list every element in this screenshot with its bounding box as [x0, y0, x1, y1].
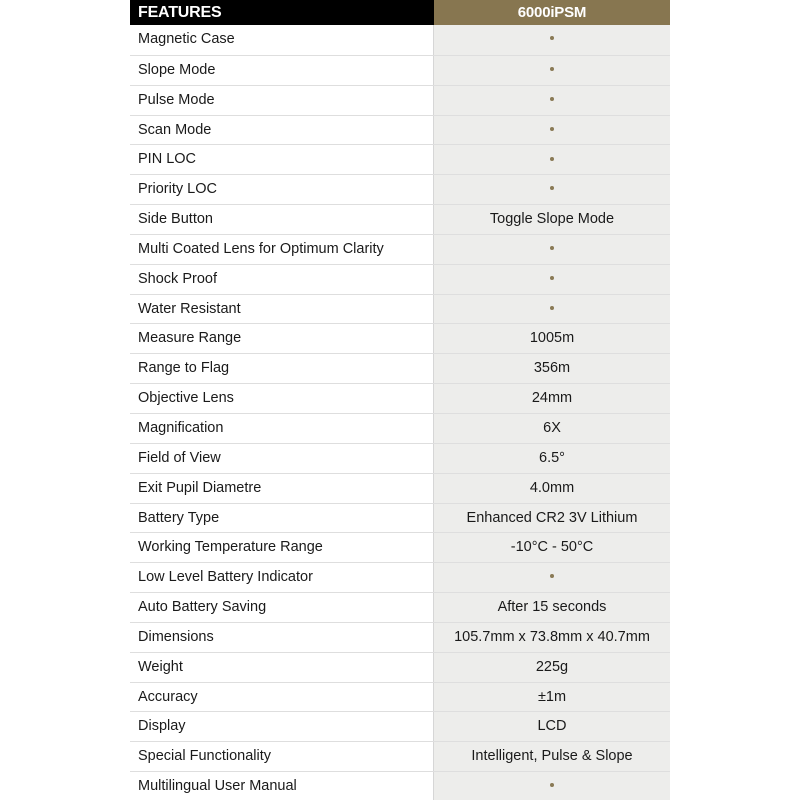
feature-value-included: [434, 116, 670, 145]
feature-value-included: [434, 563, 670, 592]
table-row: [130, 25, 670, 55]
feature-value: After 15 seconds: [434, 593, 670, 622]
feature-name: Objective Lens: [130, 384, 434, 413]
table-row: [130, 473, 670, 503]
table-row: [130, 443, 670, 473]
feature-value-included: [434, 265, 670, 294]
feature-name: Auto Battery Saving: [130, 593, 434, 622]
table-row: [130, 85, 670, 115]
table-row: [130, 592, 670, 622]
bullet-dot-icon: [550, 276, 554, 280]
bullet-dot-icon: [550, 783, 554, 787]
feature-name: Side Button: [130, 205, 434, 234]
feature-name: Magnification: [130, 414, 434, 443]
table-row: [130, 413, 670, 443]
feature-value: Enhanced CR2 3V Lithium: [434, 504, 670, 533]
bullet-dot-icon: [550, 97, 554, 101]
feature-value-included: [434, 56, 670, 85]
table-row: [130, 115, 670, 145]
feature-value: 356m: [434, 354, 670, 383]
table-row: [130, 353, 670, 383]
table-row: [130, 562, 670, 592]
feature-value: 6X: [434, 414, 670, 443]
table-row: [130, 174, 670, 204]
feature-name: Slope Mode: [130, 56, 434, 85]
feature-name: PIN LOC: [130, 145, 434, 174]
feature-value-included: [434, 145, 670, 174]
feature-value-included: [434, 295, 670, 324]
feature-value: 4.0mm: [434, 474, 670, 503]
feature-value: 6.5°: [434, 444, 670, 473]
feature-name: Low Level Battery Indicator: [130, 563, 434, 592]
feature-name: Weight: [130, 653, 434, 682]
table-row: [130, 711, 670, 741]
feature-name: Multilingual User Manual: [130, 772, 434, 800]
table-row: [130, 234, 670, 264]
feature-value: 1005m: [434, 324, 670, 353]
table-body: [130, 25, 670, 800]
feature-value: -10°C - 50°C: [434, 533, 670, 562]
table-row: [130, 741, 670, 771]
table-row: [130, 771, 670, 800]
feature-name: Multi Coated Lens for Optimum Clarity: [130, 235, 434, 264]
table-row: [130, 294, 670, 324]
feature-value: ±1m: [434, 683, 670, 712]
feature-value: Intelligent, Pulse & Slope: [434, 742, 670, 771]
feature-name: Dimensions: [130, 623, 434, 652]
feature-value: LCD: [434, 712, 670, 741]
feature-value-included: [434, 86, 670, 115]
table-row: [130, 144, 670, 174]
bullet-dot-icon: [550, 246, 554, 250]
feature-name: Range to Flag: [130, 354, 434, 383]
feature-value-included: [434, 235, 670, 264]
bullet-dot-icon: [550, 306, 554, 310]
feature-name: Magnetic Case: [130, 25, 434, 55]
bullet-dot-icon: [550, 186, 554, 190]
feature-name: Field of View: [130, 444, 434, 473]
feature-name: Accuracy: [130, 683, 434, 712]
feature-name: Exit Pupil Diametre: [130, 474, 434, 503]
table-row: [130, 682, 670, 712]
header-features: FEATURES: [130, 0, 434, 25]
feature-name: Pulse Mode: [130, 86, 434, 115]
feature-value-included: [434, 25, 670, 55]
feature-value: 24mm: [434, 384, 670, 413]
table-row: [130, 383, 670, 413]
header-model: 6000iPSM: [434, 0, 670, 25]
feature-name: Water Resistant: [130, 295, 434, 324]
bullet-dot-icon: [550, 157, 554, 161]
table-row: [130, 532, 670, 562]
feature-value: 105.7mm x 73.8mm x 40.7mm: [434, 623, 670, 652]
bullet-dot-icon: [550, 127, 554, 131]
table-row: [130, 323, 670, 353]
table-row: [130, 622, 670, 652]
feature-name: Special Functionality: [130, 742, 434, 771]
bullet-dot-icon: [550, 36, 554, 40]
feature-name: Display: [130, 712, 434, 741]
table-row: [130, 652, 670, 682]
table-row: [130, 503, 670, 533]
feature-name: Working Temperature Range: [130, 533, 434, 562]
spec-table: [130, 0, 670, 800]
feature-value-included: [434, 175, 670, 204]
bullet-dot-icon: [550, 574, 554, 578]
feature-name: Priority LOC: [130, 175, 434, 204]
bullet-dot-icon: [550, 67, 554, 71]
table-row: [130, 264, 670, 294]
feature-name: Battery Type: [130, 504, 434, 533]
feature-value: Toggle Slope Mode: [434, 205, 670, 234]
feature-value-included: [434, 772, 670, 800]
table-row: [130, 204, 670, 234]
feature-value: 225g: [434, 653, 670, 682]
feature-name: Shock Proof: [130, 265, 434, 294]
feature-name: Scan Mode: [130, 116, 434, 145]
feature-name: Measure Range: [130, 324, 434, 353]
table-header: [130, 0, 670, 25]
table-row: [130, 55, 670, 85]
